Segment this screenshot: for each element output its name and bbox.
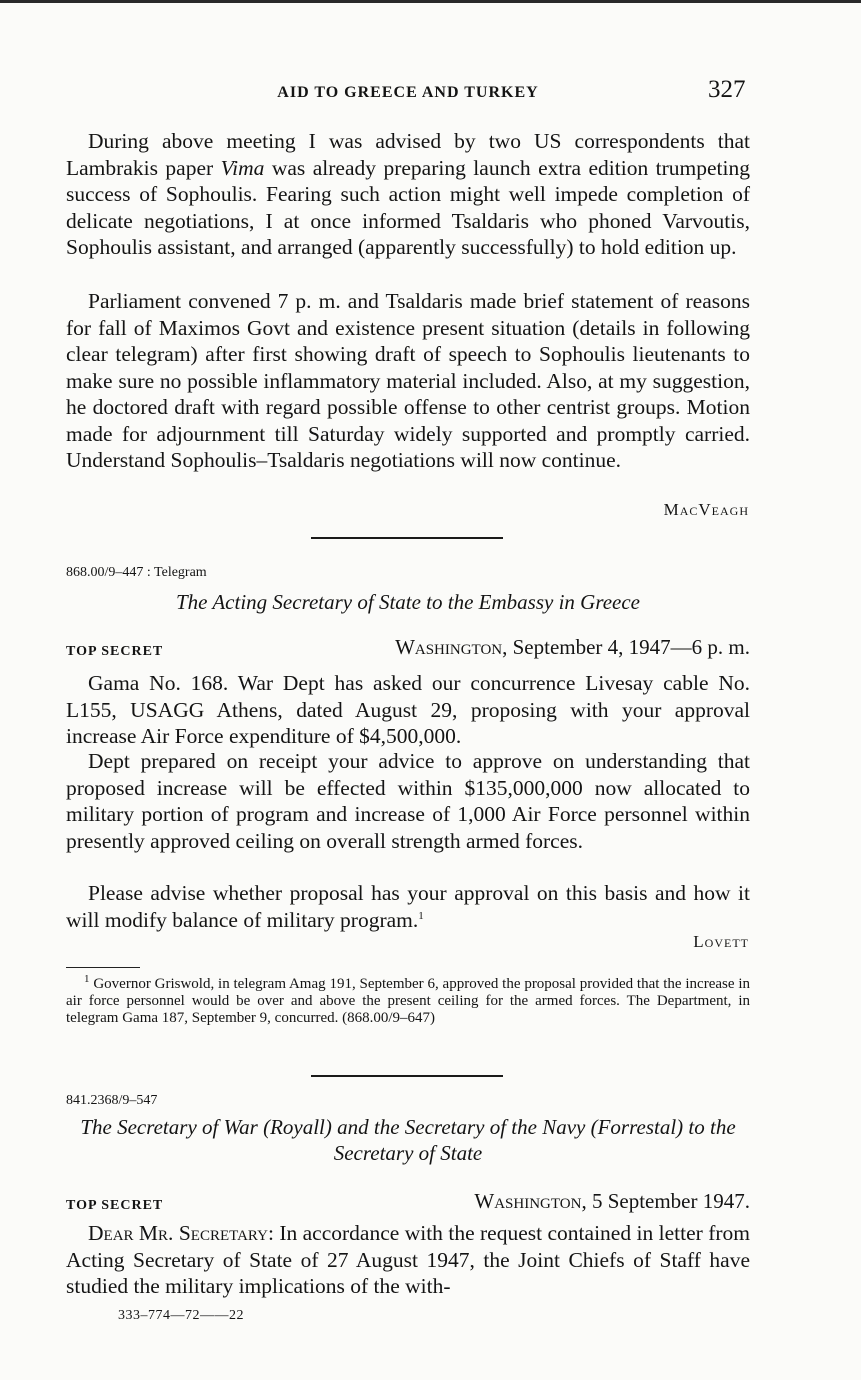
document-reference: 868.00/9–447 : Telegram xyxy=(66,565,207,580)
page-top-border xyxy=(0,0,861,3)
classification-label: TOP SECRET xyxy=(66,1198,164,1213)
paragraph-letter-opening xyxy=(66,1220,750,1300)
signature-macveagh: MacVeagh xyxy=(663,500,749,519)
document-title: The Secretary of War (Royall) and the Secretary of the Navy (Forrestal) to the Secretary of State xyxy=(80,1115,736,1165)
footnote xyxy=(66,973,750,1027)
dateline xyxy=(395,635,750,660)
paragraph-dept: Dept prepared on receipt your advice to approve on understanding that proposed increase will be effected within $135,000,000 now allocated to military portion of program and increase of 1,000 Air Force personnel within presently approved ceiling on overall strength armed forces. xyxy=(66,749,750,853)
dateline-date: , September 4, 1947—6 p. m. xyxy=(502,635,750,659)
document-title: The Acting Secretary of State to the Embassy in Greece xyxy=(175,590,641,614)
dateline xyxy=(474,1189,750,1214)
classification-label: TOP SECRET xyxy=(66,644,164,659)
section-divider xyxy=(311,537,503,539)
printer-imprint: 333–774—72——22 xyxy=(118,1308,244,1323)
document-reference: 841.2368/9–547 xyxy=(66,1093,158,1108)
dateline-date: , 5 September 1947. xyxy=(581,1189,750,1213)
paragraph-text: was already preparing launch extra edition trumpeting success of Sophoulis. Fearing such action might well impede completion of delicate negotiations, I at once informed Tsaldaris who phoned Varvoutis, Sophoulis assistant, and arranged (apparently successfully) to hold edition up. xyxy=(66,155,751,259)
paragraph-meeting xyxy=(66,128,750,261)
footnote-marker: 1 xyxy=(418,909,424,922)
paragraph-gama: Gama No. 168. War Dept has asked our concurrence Livesay cable No. L155, USAGG Athens, dated August 29, proposing with your approval increase Air Force expenditure of $4,500,000. xyxy=(66,671,750,748)
dateline-place: Washington xyxy=(474,1189,582,1213)
paragraph-parliament: Parliament convened 7 p. m. and Tsaldaris made brief statement of reasons for fall of Maximos Govt and existence present situation (details in following clear telegram) after first showing draft of speech to Sophoulis lieutenants to make sure no possible inflammatory material included. Also, at my suggestion, he doctored draft with regard possible offense to other centrist groups. Motion made for adjournment till Saturday widely supported and promptly carried. Understand Sophoulis–Tsaldaris negotiations will now continue. xyxy=(66,289,750,472)
paragraph-text: During above meeting I was advised by two US correspondents that Lambrakis paper xyxy=(66,129,750,180)
footnote-rule xyxy=(66,967,140,968)
paragraph-advise xyxy=(66,880,750,933)
footnote-number: 1 xyxy=(84,973,90,985)
newspaper-name: Vima xyxy=(220,155,265,180)
signature-lovett: Lovett xyxy=(693,932,749,951)
paragraph-text: : In accordance with the request contained in letter from Acting Secretary of State of 27 August 1947, the Joint Chiefs of Staff have studied the military implications of the with- xyxy=(66,1221,750,1298)
salutation: Dear Mr. Secretary xyxy=(88,1221,268,1245)
paragraph-text: Please advise whether proposal has your approval on this basis and how it will modify balance of military program. xyxy=(66,881,750,932)
dateline-place: Washington xyxy=(395,635,503,659)
running-header: AID TO GREECE AND TURKEY xyxy=(277,84,539,101)
footnote-text: Governor Griswold, in telegram Amag 191, September 6, approved the proposal provided that the increase in air force personnel would be over and above the present ceiling for the armed forces. The Department, in telegram Gama 187, September 9, concurred. (868.00/9–647) xyxy=(66,976,750,1026)
section-divider xyxy=(311,1075,503,1077)
page-number: 327 xyxy=(708,76,746,103)
